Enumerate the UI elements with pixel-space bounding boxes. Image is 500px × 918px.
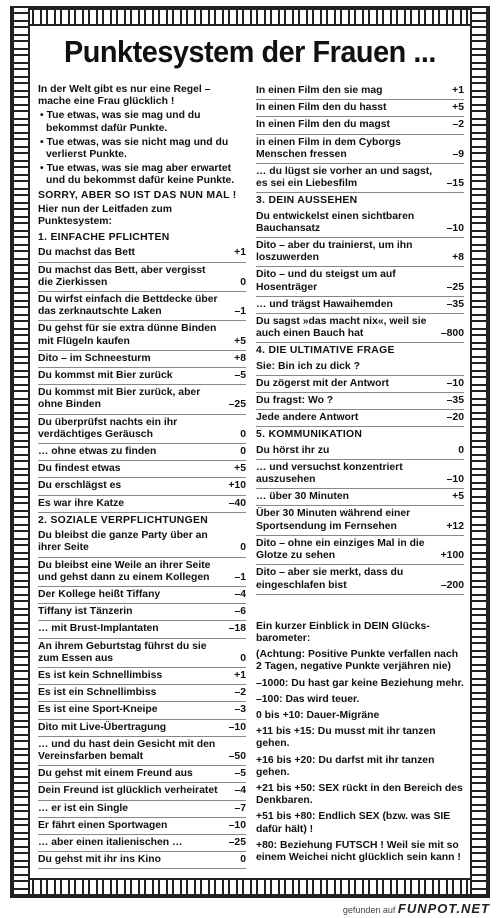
item-points: –20 [446,412,464,424]
list-item [38,264,246,292]
list-question [256,360,464,428]
item-points: –2 [234,687,246,699]
item-text: … er ist ein Single [38,802,129,814]
item-text: Du bleibst die ganze Party über an ihrer Seite [38,530,208,554]
list-item [38,479,246,495]
item-text: Er fährt einen Sportwagen [38,819,168,831]
item-text: … und trägst Hawaihemden [256,298,393,310]
item-text: Dito – aber du trainierst, um ihn loszuwerden [256,240,413,264]
item-text: Jede andere Antwort [256,412,359,424]
item-text: … mit Brust-Implantaten [38,623,159,635]
item-points: +100 [440,550,464,562]
barometer-line: –100: Das wird teuer. [256,693,360,705]
intro-line: In der Welt gibt es nur eine Regel – mache eine Frau glücklich ! [38,84,211,108]
list-item [38,588,246,604]
list-item [256,411,464,427]
item-text: In einen Film den du hasst [256,102,387,114]
list-item [38,559,246,587]
guide-line: Hier nun der Leitfaden zum Punktesystem: [38,203,172,228]
item-text: Du kommst mit Bier zurück [38,370,173,382]
list-item [256,444,464,460]
barometer-line: +51 bis +80: Endlich SEX (bzw. was SIE dafür hält) ! [256,811,451,835]
item-points: –10 [446,377,464,389]
list-item [38,640,246,668]
barometer-note: (Achtung: Positive Punkte verfallen nach 2 Tagen, negative Punkte verjähren nie) [256,649,459,673]
meander-border-bottom [12,878,488,896]
item-text: Dito mit Live-Übertragung [38,721,167,733]
list-item [38,703,246,719]
right-column [256,84,464,868]
barometer-line: +21 bis +50: SEX rückt in den Bereich des Denkbaren. [256,782,463,807]
item-text: Du wirfst einfach die Bettdecke über das zerknautschte Laken [38,294,218,318]
item-points: +8 [234,352,246,364]
item-text: Du gehst mit ihr ins Kino [38,854,161,866]
list-item [38,605,246,621]
item-points: 0 [240,652,246,664]
barometer-line: +16 bis +20: Du darfst mit ihr tanzen gehen. [256,754,435,778]
list-item [256,360,464,376]
barometer-lines [256,678,464,867]
item-text: in einen Film in dem Cyborgs Menschen fressen [256,136,401,160]
item-points: –800 [440,328,464,340]
list-item [38,416,246,444]
list-item [38,445,246,461]
item-points: –10 [228,721,246,733]
intro-bullet: • Tue etwas, was sie mag und du bekommst dafür Punkte. [40,110,201,134]
item-text: Es ist kein Schnellimbiss [38,669,163,681]
section-heading: 1. EINFACHE PFLICHTEN [38,232,170,244]
item-points: –1 [234,306,246,318]
list-item [256,118,464,134]
list-item [38,738,246,766]
list-item [256,490,464,506]
item-text: Tiffany ist Tänzerin [38,606,133,618]
item-points: 0 [240,854,246,866]
barometer-line: +80: Beziehung FUTSCH ! Weil sie mit so einem Weichei nicht glücklich sein kann ! [256,839,461,863]
item-points: –40 [228,497,246,509]
list-item [256,394,464,410]
item-points: –1 [234,571,246,583]
item-text: … aber einen italienischen … [38,836,183,848]
section-heading: 2. SOZIALE VERPFLICHTUNGEN [38,514,209,526]
item-text: Sie: Bin ich zu dick ? [256,360,360,372]
item-text: Dein Freund ist glücklich verheiratet [38,785,218,797]
footer-brand[interactable]: FUNPOT.NET [397,901,490,916]
item-points: 0 [240,446,246,458]
item-text: Du zögerst mit der Antwort [256,377,389,389]
item-points: –5 [234,370,246,382]
item-text: Du gehst für sie extra dünne Binden mit Flügeln kaufen [38,323,217,347]
item-text: Du erschlägst es [38,480,122,492]
item-points: –35 [446,298,464,310]
item-text: Es ist ein Schnellimbiss [38,687,157,699]
list-item [256,239,464,267]
item-points: 0 [458,444,464,456]
item-text: Du fragst: Wo ? [256,395,334,407]
list-item [38,721,246,737]
item-text: … du lügst sie vorher an und sagst, es sei ein Liebesfilm [256,166,433,190]
intro-bullet: • Tue etwas, was sie nicht mag und du verlierst Punkte. [40,136,229,161]
item-points: –200 [440,579,464,591]
list-item [38,819,246,835]
barometer-line: +11 bis +15: Du musst mit ihr tanzen gehen. [256,726,436,750]
meander-border-left [12,8,30,896]
item-points: +1 [452,85,464,96]
item-points: –10 [446,474,464,486]
list-looks [256,210,464,344]
list-item [38,784,246,800]
item-points: –50 [228,750,246,762]
item-points: –10 [446,222,464,234]
list-item [38,369,246,385]
list-item [256,84,464,100]
item-points: –3 [234,704,246,716]
item-points: –18 [228,623,246,635]
item-text: … über 30 Minuten [256,491,349,503]
item-points: +10 [228,480,246,492]
item-points: +1 [234,247,246,259]
list-item [256,461,464,489]
item-text: … und versuchst konzentriert auszusehen [256,461,403,486]
meander-border-right [470,8,488,896]
item-points: 0 [240,276,246,288]
item-points: +5 [234,463,246,475]
item-points: –5 [234,768,246,780]
item-text: An ihrem Geburtstag führst du sie zum Essen aus [38,640,207,664]
item-text: In einen Film den sie mag [256,85,383,96]
item-text: Dito – und du steigst um auf Hosenträger [256,269,396,293]
section-heading: 3. DEIN AUSSEHEN [256,195,358,207]
item-text: Du entwickelst einen sichtbaren Bauchansatz [256,210,415,234]
section-heading: 5. KOMMUNIKATION [256,429,363,441]
list-item [256,165,464,193]
barometer-line: 0 bis +10: Dauer-Migräne [256,709,380,721]
page-title: Punktesystem der Frauen ... [63,34,436,69]
list-item [38,836,246,852]
list-item [38,293,246,321]
item-points: +5 [452,102,464,114]
item-text: … und du hast dein Gesicht mit den Vereinsfarben bemalt [38,738,216,762]
list-item [256,315,464,343]
item-text: Du sagst »das macht nix«, weil sie auch einen Bauch hat [256,316,427,340]
list-item [38,686,246,702]
item-points: +12 [446,520,464,532]
poster-frame [10,6,490,898]
list-item [38,529,246,557]
list-item [256,377,464,393]
item-points: –15 [446,178,464,190]
item-text: Dito – aber sie merkt, dass du eingeschlafen bist [256,567,404,591]
list-item [38,853,246,869]
item-points: –7 [234,802,246,814]
item-points: –2 [452,119,464,131]
item-points: –6 [234,606,246,618]
item-text: Du findest etwas [38,463,121,475]
barometer-title: Ein kurzer Einblick in DEIN Glücks-barometer: [256,620,430,644]
item-points: 0 [240,428,246,440]
list-item [256,507,464,535]
item-points: +8 [452,252,464,264]
footer-prefix: gefunden auf [342,905,396,915]
list-item [38,497,246,513]
item-points: –9 [452,148,464,160]
item-points: 0 [240,542,246,554]
barometer-box [256,621,464,866]
barometer-line: –1000: Du hast gar keine Beziehung mehr. [256,677,464,689]
list-item [256,537,464,565]
list-duties [38,246,246,512]
item-text: In einen Film den du magst [256,119,390,131]
item-text: Es war ihre Katze [38,497,125,509]
item-text: Dito – ohne ein einziges Mal in die Glotze zu sehen [256,537,425,562]
list-item [38,622,246,638]
left-column [38,84,246,870]
list-item [256,566,464,594]
list-item [256,136,464,164]
list-item [38,322,246,350]
item-text: Du hörst ihr zu [256,444,330,456]
item-points: +5 [234,335,246,347]
item-points: –4 [234,785,246,797]
item-points: –25 [228,836,246,848]
item-points: +1 [234,669,246,681]
item-text: Dito – im Schneesturm [38,352,151,364]
list-item [38,669,246,685]
item-points: –25 [228,399,246,411]
item-text: Der Kollege heißt Tiffany [38,588,161,600]
source-footer [343,901,490,916]
list-item [256,298,464,314]
list-item [38,246,246,262]
list-item [256,268,464,296]
section-heading: 4. DIE ULTIMATIVE FRAGE [256,345,395,357]
list-item [256,210,464,238]
meander-border-top [12,8,488,26]
list-item [38,802,246,818]
item-text: Du überprüfst nachts ein ihr verdächtiges Geräusch [38,416,178,440]
list-communication [256,444,464,595]
item-text: Du gehst mit einem Freund aus [38,768,193,780]
list-cinema [256,84,464,193]
list-item [38,352,246,368]
item-points: –4 [234,588,246,600]
list-item [256,101,464,117]
item-text: Du machst das Bett [38,247,136,259]
list-item [38,386,246,414]
list-item [38,462,246,478]
sorry-heading: SORRY, ABER SO IST DAS NUN MAL ! [38,189,237,201]
item-text: Du machst das Bett, aber vergisst die Zierkissen [38,264,206,288]
item-text: Es ist eine Sport-Kneipe [38,704,158,716]
poster-content [34,30,466,874]
item-points: +5 [452,491,464,503]
item-points: –35 [446,395,464,407]
item-points: –25 [446,281,464,293]
item-text: … ohne etwas zu finden [38,446,157,458]
list-item [38,767,246,783]
item-text: Über 30 Minuten während einer Sportsendung im Fernsehen [256,508,411,532]
item-text: Du bleibst eine Weile an ihrer Seite und gehst dann zu einem Kollegen [38,559,211,583]
item-text: Du kommst mit Bier zurück, aber ohne Binden [38,387,201,411]
list-social [38,529,246,869]
intro-bullet: • Tue etwas, was sie mag aber erwartet und du bekommst dafür keine Punkte. [40,163,235,187]
item-points: –10 [228,819,246,831]
